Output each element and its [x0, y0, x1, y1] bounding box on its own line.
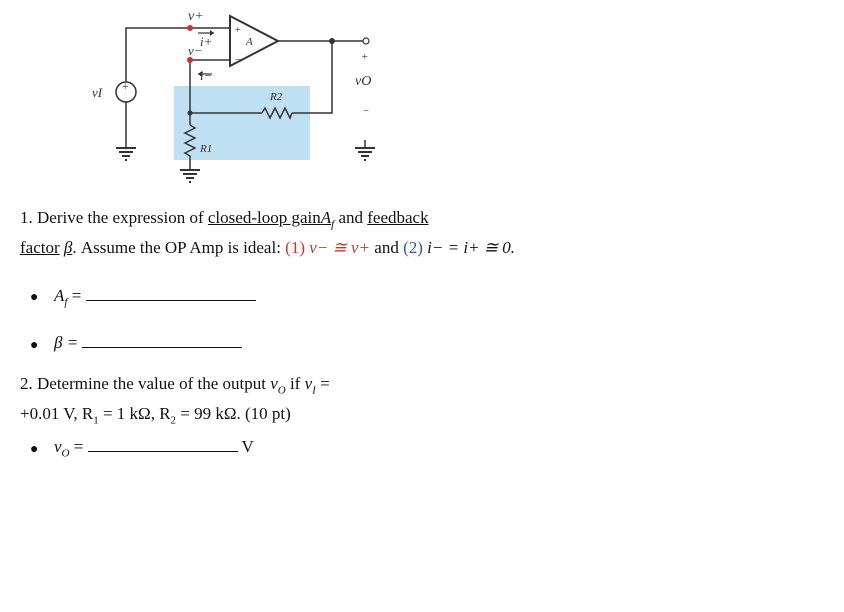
answer-beta-row — [54, 333, 242, 353]
q2-r2-value: = 99 kΩ. (10 pt) — [180, 404, 291, 424]
answer-af-equals: = — [71, 286, 82, 305]
label-amp-minus: − — [234, 54, 242, 66]
q1-text-part1: Derive the expression of — [37, 208, 204, 227]
output-terminal — [363, 38, 369, 44]
q1-condition-2-number: (2) — [403, 238, 423, 258]
q1-beta-symbol: β — [63, 238, 73, 258]
bullet-beta: ● — [30, 338, 39, 353]
answer-af-label: $A_f$ — [54, 286, 68, 309]
answer-af-blank[interactable] — [86, 300, 256, 301]
question-1 — [20, 206, 515, 259]
q1-condition-1-number: (1) — [285, 238, 305, 258]
question-2: 2. Determine the value of the output $v_O$ if $v_I$ = +0.01 V, $R_1 = 1$ kΩ, $R_2 = 99$ kΩ. (10 pt) — [20, 374, 330, 427]
q1-text-part3: . Assume the OP Amp is ideal: — [72, 238, 281, 258]
q2-vi-symbol: $v_I$ — [304, 374, 316, 397]
ground-symbol-output — [355, 148, 375, 160]
label-r1: R1 — [200, 143, 213, 155]
answer-vo-equals: = — [73, 437, 84, 456]
answer-vo-unit: V — [241, 437, 254, 456]
q2-if: if — [289, 374, 301, 393]
answer-vo-label: $v_O$ — [54, 437, 70, 460]
label-vo: vO — [355, 74, 372, 89]
answer-af-row — [54, 286, 256, 308]
source-plus-sign: + — [121, 79, 130, 93]
q1-feedback-link: feedback — [367, 208, 429, 227]
label-iplus: i+ — [200, 34, 213, 49]
bullet-af: ● — [30, 290, 39, 305]
ground-symbol-r1 — [180, 170, 200, 182]
label-vi: vI — [92, 85, 103, 100]
answer-vo-row — [54, 437, 254, 459]
q2-r1-value: = 1 kΩ, R — [102, 404, 171, 424]
label-vplus: v+ — [188, 9, 204, 24]
label-out-plus: + — [361, 51, 369, 63]
q1-condition-1-expr: v− ≅ v+ — [309, 238, 371, 258]
q2-line2: +0.01 V, R — [20, 404, 94, 424]
q2-number: 2. — [20, 374, 33, 393]
node-output — [329, 38, 335, 44]
ground-symbol-source — [116, 148, 136, 160]
q1-af-symbol: $A_f$ — [320, 208, 335, 231]
node-vplus — [187, 25, 193, 31]
label-out-minus: − — [362, 105, 370, 117]
wire-source-to-vplus — [126, 28, 190, 83]
circuit-diagram — [0, 0, 844, 200]
answer-vo-blank[interactable] — [88, 451, 238, 452]
q1-closed-loop-gain-link: closed-loop gain — [207, 208, 321, 227]
q1-and: and — [338, 208, 363, 227]
answer-beta-blank[interactable] — [82, 347, 242, 348]
label-amp-plus: + — [234, 24, 242, 36]
bullet-vo: ● — [30, 442, 39, 457]
label-iminus: i− — [200, 68, 213, 83]
label-r2: R2 — [270, 91, 283, 103]
label-amp-gain: A — [246, 36, 253, 48]
q2-vo-symbol: $v_O$ — [270, 374, 286, 397]
q2-equals: = — [320, 374, 330, 393]
q2-line1: Determine the value of the output — [37, 374, 266, 393]
label-vminus: v− — [188, 43, 203, 58]
q1-factor-link: factor — [20, 238, 60, 258]
q1-number: 1. — [20, 208, 33, 227]
answer-beta-label: β = — [54, 333, 79, 352]
q1-condition-2-expr: i− = i+ ≅ 0. — [427, 238, 516, 258]
q1-and-2: and — [374, 238, 399, 258]
